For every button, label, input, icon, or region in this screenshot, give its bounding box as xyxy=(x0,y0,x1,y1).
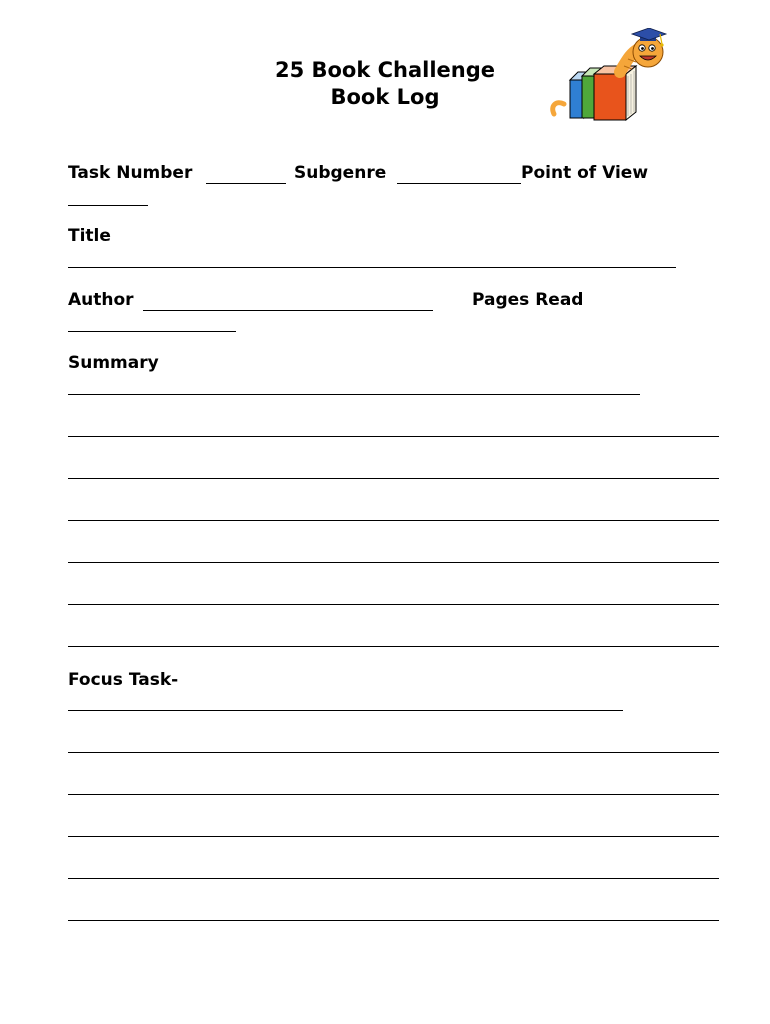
summary-line[interactable] xyxy=(68,394,640,395)
focus-task-line[interactable] xyxy=(68,710,623,711)
subgenre-label: Subgenre xyxy=(294,163,387,183)
summary-line[interactable] xyxy=(68,520,719,521)
focus-task-line[interactable] xyxy=(68,920,719,921)
summary-line[interactable] xyxy=(68,436,719,437)
title-line-2: Book Log xyxy=(330,85,440,109)
point-of-view-label: Point of View xyxy=(521,163,649,183)
summary-line[interactable] xyxy=(68,478,719,479)
author-label: Author xyxy=(68,290,134,310)
focus-task-line[interactable] xyxy=(68,836,719,837)
pages-read-line[interactable] xyxy=(68,331,236,332)
point-of-view-line[interactable] xyxy=(68,205,148,206)
pages-read-label: Pages Read xyxy=(472,290,584,310)
title-label: Title xyxy=(68,226,111,246)
summary-line[interactable] xyxy=(68,646,719,647)
focus-task-line[interactable] xyxy=(68,878,719,879)
title-line-1: 25 Book Challenge xyxy=(274,58,496,82)
subgenre-line[interactable] xyxy=(397,183,521,184)
bookworm-on-books-icon xyxy=(548,28,670,124)
focus-task-label: Focus Task- xyxy=(68,670,179,690)
focus-task-line[interactable] xyxy=(68,794,719,795)
summary-line[interactable] xyxy=(68,562,719,563)
summary-line[interactable] xyxy=(68,604,719,605)
title-line[interactable] xyxy=(68,267,676,268)
author-line[interactable] xyxy=(143,310,433,311)
summary-label: Summary xyxy=(68,353,159,373)
task-number-line[interactable] xyxy=(206,183,286,184)
focus-task-line[interactable] xyxy=(68,752,719,753)
task-number-label: Task Number xyxy=(68,163,193,183)
